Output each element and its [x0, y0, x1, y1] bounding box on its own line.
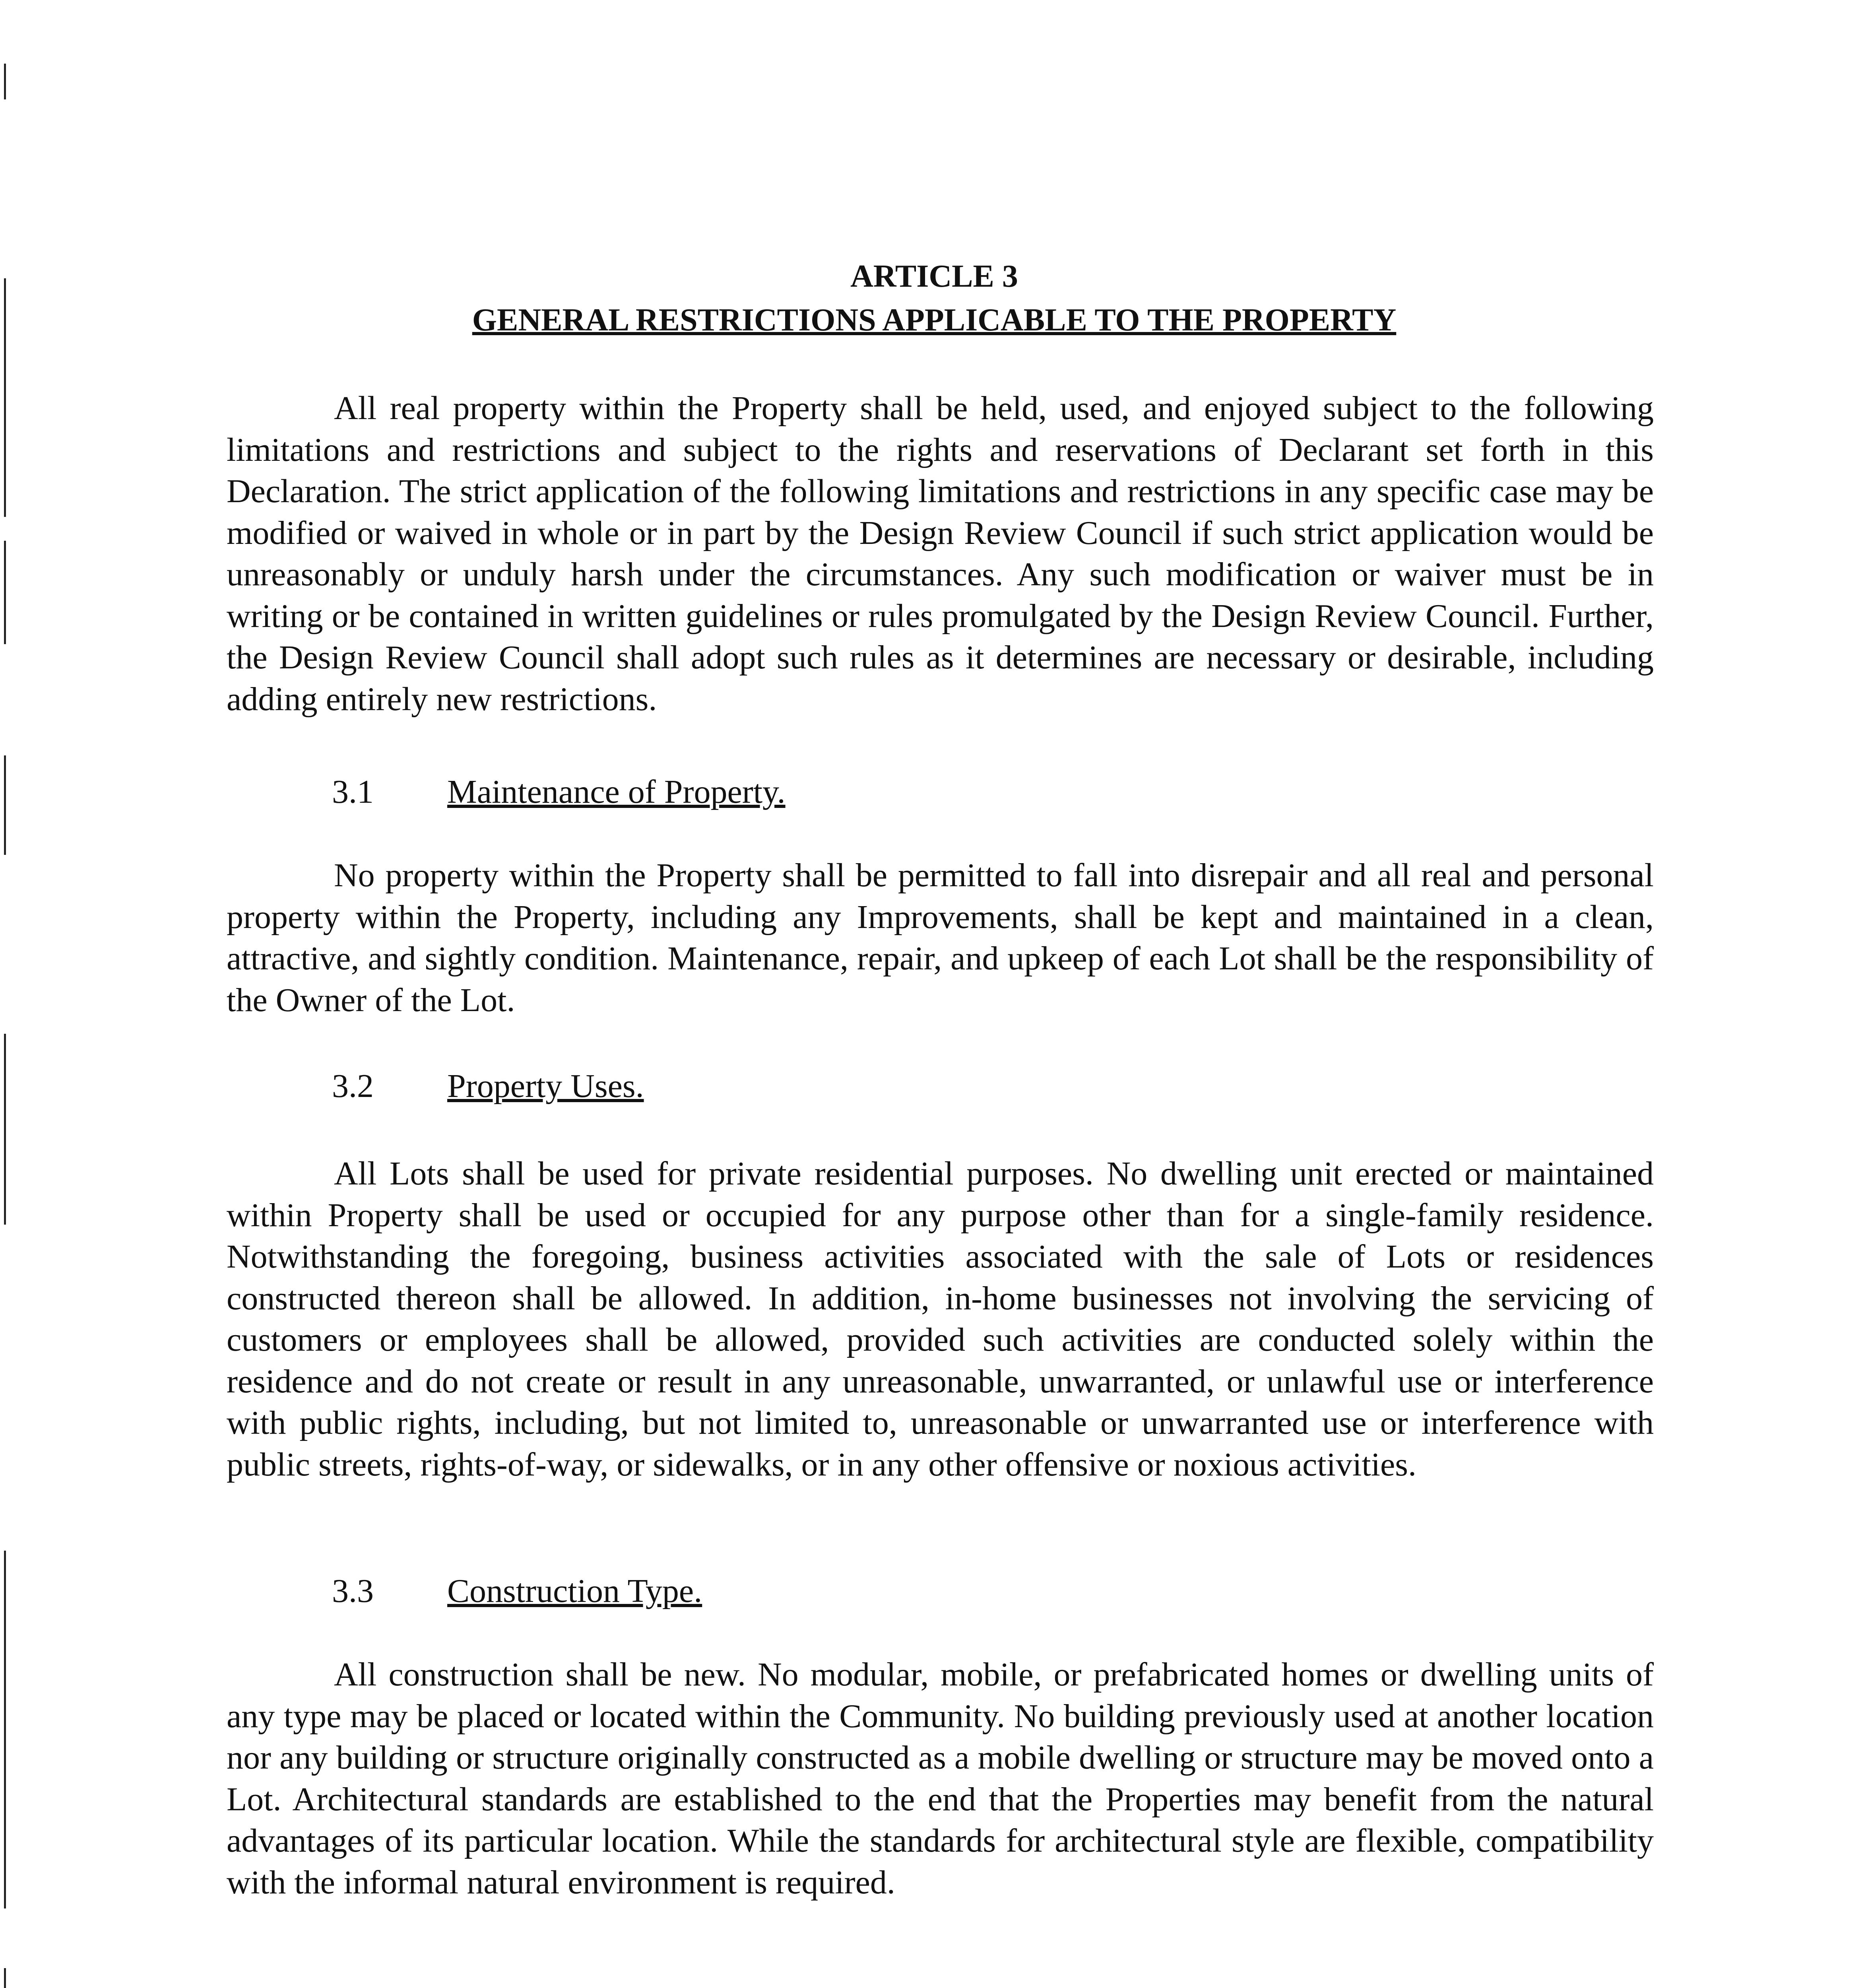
- intro-paragraph: All real property within the Property shall be held, used, and enjoyed subject to the following limitations and restrictions and subject to the rights and reservations of Declarant set forth in this Declaration. The strict application of the following limitations and restrictions in any specific case may be modified or waived in whole or in part by the Design Review Council if such strict application would be unreasonably or unduly harsh under the circumstances. Any such modification or waiver must be in writing or be contained in written guidelines or rules promulgated by the Design Review Council. Further, the Design Review Council shall adopt such rules as it determines are necessary or desirable, including adding entirely new restrictions.: [227, 390, 1654, 718]
- section-title: Construction Type.: [447, 1573, 702, 1609]
- section-title: Maintenance of Property.: [447, 773, 786, 810]
- scan-artifact-line: [4, 541, 6, 644]
- scan-artifact-line: [4, 278, 6, 517]
- section-heading: [332, 771, 786, 813]
- section-heading: [332, 1571, 702, 1612]
- section-heading: [332, 1066, 644, 1107]
- article-heading: [223, 254, 1646, 342]
- section-title: Property Uses.: [447, 1068, 644, 1105]
- article-title: GENERAL RESTRICTIONS APPLICABLE TO THE PROPERTY: [472, 303, 1397, 338]
- section-number: 3.2: [332, 1068, 374, 1105]
- scan-artifact-line: [4, 1968, 6, 1988]
- scan-artifact-line: [4, 1551, 6, 1908]
- section-number: 3.3: [332, 1573, 374, 1609]
- section-body: All Lots shall be used for private residential purposes. No dwelling unit erected or maintained within Property shall be used or occupied for any purpose other than for a single-family residence. Notwithstanding the foregoing, business activities associated with the sale of Lots or residences constructed thereon shall be allowed. In addition, in-home businesses not involving the servicing of customers or employees shall be allowed, provided such activities are conducted solely within the residence and do not create or result in any unreasonable, unwarranted, or unlawful use or interference with public rights, including, but not limited to, unreasonable or unwarranted use or interference with public streets, rights-of-way, or sidewalks, or in any other offensive or noxious activities.: [227, 1155, 1654, 1483]
- article-number: ARTICLE 3: [850, 259, 1018, 294]
- section-number: 3.1: [332, 773, 374, 810]
- section-body: No property within the Property shall be permitted to fall into disrepair and all real and personal property within the Property, including any Improvements, shall be kept and maintained in a clean, attractive, and sightly condition. Maintenance, repair, and upkeep of each Lot shall be the responsibility of the Owner of the Lot.: [227, 857, 1654, 1019]
- scan-artifact-line: [4, 755, 6, 855]
- scan-artifact-line: [4, 64, 6, 99]
- section-body: All construction shall be new. No modular, mobile, or prefabricated homes or dwelling units of any type may be placed or located within the Community. No building previously used at another location nor any building or structure originally constructed as a mobile dwelling or structure may be moved onto a Lot. Architectural standards are established to the end that the Properties may benefit from the natural advantages of its particular location. While the standards for architectural style are flexible, compatibility with the informal natural environment is required.: [227, 1656, 1654, 1901]
- scan-artifact-line: [4, 1034, 6, 1225]
